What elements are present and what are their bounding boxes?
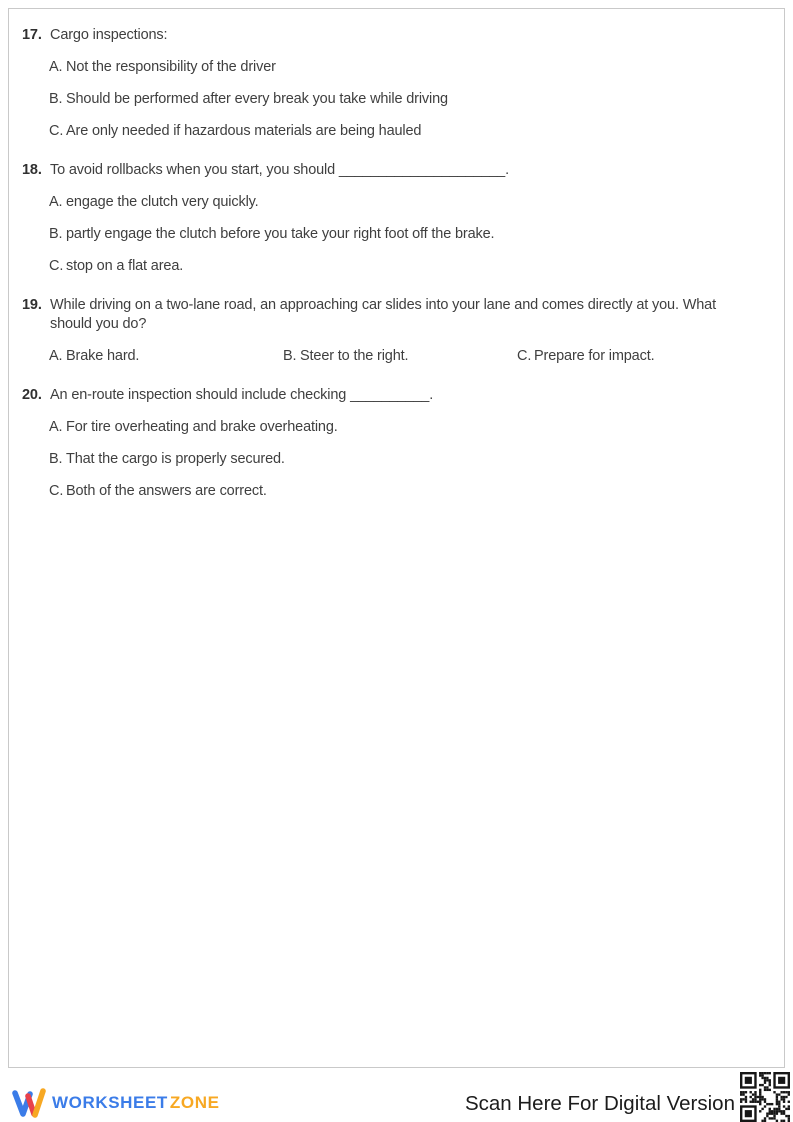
logo-brand-primary: WORKSHEET xyxy=(52,1093,168,1112)
option-letter: A. xyxy=(49,59,63,75)
option-letter: B. xyxy=(49,451,63,467)
question-head xyxy=(22,296,772,334)
answer-option xyxy=(49,482,772,501)
question-head xyxy=(22,386,772,405)
question-text: An en-route inspection should include checking __________. xyxy=(50,387,434,403)
answer-option xyxy=(49,225,772,244)
option-list xyxy=(49,193,772,276)
option-text: Brake hard. xyxy=(66,348,140,364)
question-block xyxy=(22,386,772,501)
answer-option xyxy=(49,450,772,469)
question-number: 18. xyxy=(22,162,42,178)
option-letter: A. xyxy=(49,194,63,210)
qr-code xyxy=(740,1072,790,1122)
option-text: Both of the answers are correct. xyxy=(66,483,267,499)
question-number: 17. xyxy=(22,27,42,43)
answer-option xyxy=(283,347,517,366)
answer-option xyxy=(49,257,772,276)
question-number: 19. xyxy=(22,297,42,313)
option-letter: B. xyxy=(49,226,63,242)
option-text: partly engage the clutch before you take your right foot off the brake. xyxy=(66,226,495,242)
question-text: Cargo inspections: xyxy=(50,27,168,43)
option-letter: C. xyxy=(49,258,64,274)
option-text: Steer to the right. xyxy=(300,348,409,364)
logo-text xyxy=(52,1093,220,1113)
answer-option xyxy=(49,58,772,77)
page-footer xyxy=(0,1068,793,1122)
option-letter: C. xyxy=(49,123,64,139)
question-text: While driving on a two-lane road, an approaching car slides into your lane and comes directly at you. What should you do? xyxy=(50,297,716,332)
option-text: engage the clutch very quickly. xyxy=(66,194,259,210)
option-letter: A. xyxy=(49,348,63,364)
question-head xyxy=(22,161,772,180)
option-text: Prepare for impact. xyxy=(534,348,655,364)
answer-option xyxy=(49,347,283,366)
option-text: stop on a flat area. xyxy=(66,258,184,274)
option-text: That the cargo is properly secured. xyxy=(66,451,285,467)
question-block xyxy=(22,296,772,366)
option-letter: B. xyxy=(283,348,297,364)
answer-option xyxy=(49,90,772,109)
question-list xyxy=(22,26,772,501)
option-list xyxy=(49,418,772,501)
option-text: Not the responsibility of the driver xyxy=(66,59,276,75)
option-text: For tire overheating and brake overheating. xyxy=(66,419,338,435)
option-letter: A. xyxy=(49,419,63,435)
option-list xyxy=(49,58,772,141)
answer-option xyxy=(49,193,772,212)
worksheet-page xyxy=(8,8,785,1068)
question-text: To avoid rollbacks when you start, you should _____________________. xyxy=(50,162,509,178)
answer-option xyxy=(517,347,654,366)
question-block xyxy=(22,161,772,276)
answer-option xyxy=(49,122,772,141)
answer-option xyxy=(49,418,772,437)
option-list xyxy=(49,334,772,366)
option-letter: B. xyxy=(49,91,63,107)
option-text: Should be performed after every break you take while driving xyxy=(66,91,448,107)
option-text: Are only needed if hazardous materials are being hauled xyxy=(66,123,422,139)
worksheet-zone-w-icon xyxy=(10,1086,48,1120)
scan-here-label: Scan Here For Digital Version xyxy=(464,1092,735,1115)
option-letter: C. xyxy=(49,483,64,499)
logo-brand-secondary: ZONE xyxy=(169,1093,220,1112)
question-number: 20. xyxy=(22,387,42,403)
question-head xyxy=(22,26,772,45)
question-block xyxy=(22,26,772,141)
option-letter: C. xyxy=(517,348,532,364)
worksheet-zone-logo xyxy=(10,1086,220,1120)
